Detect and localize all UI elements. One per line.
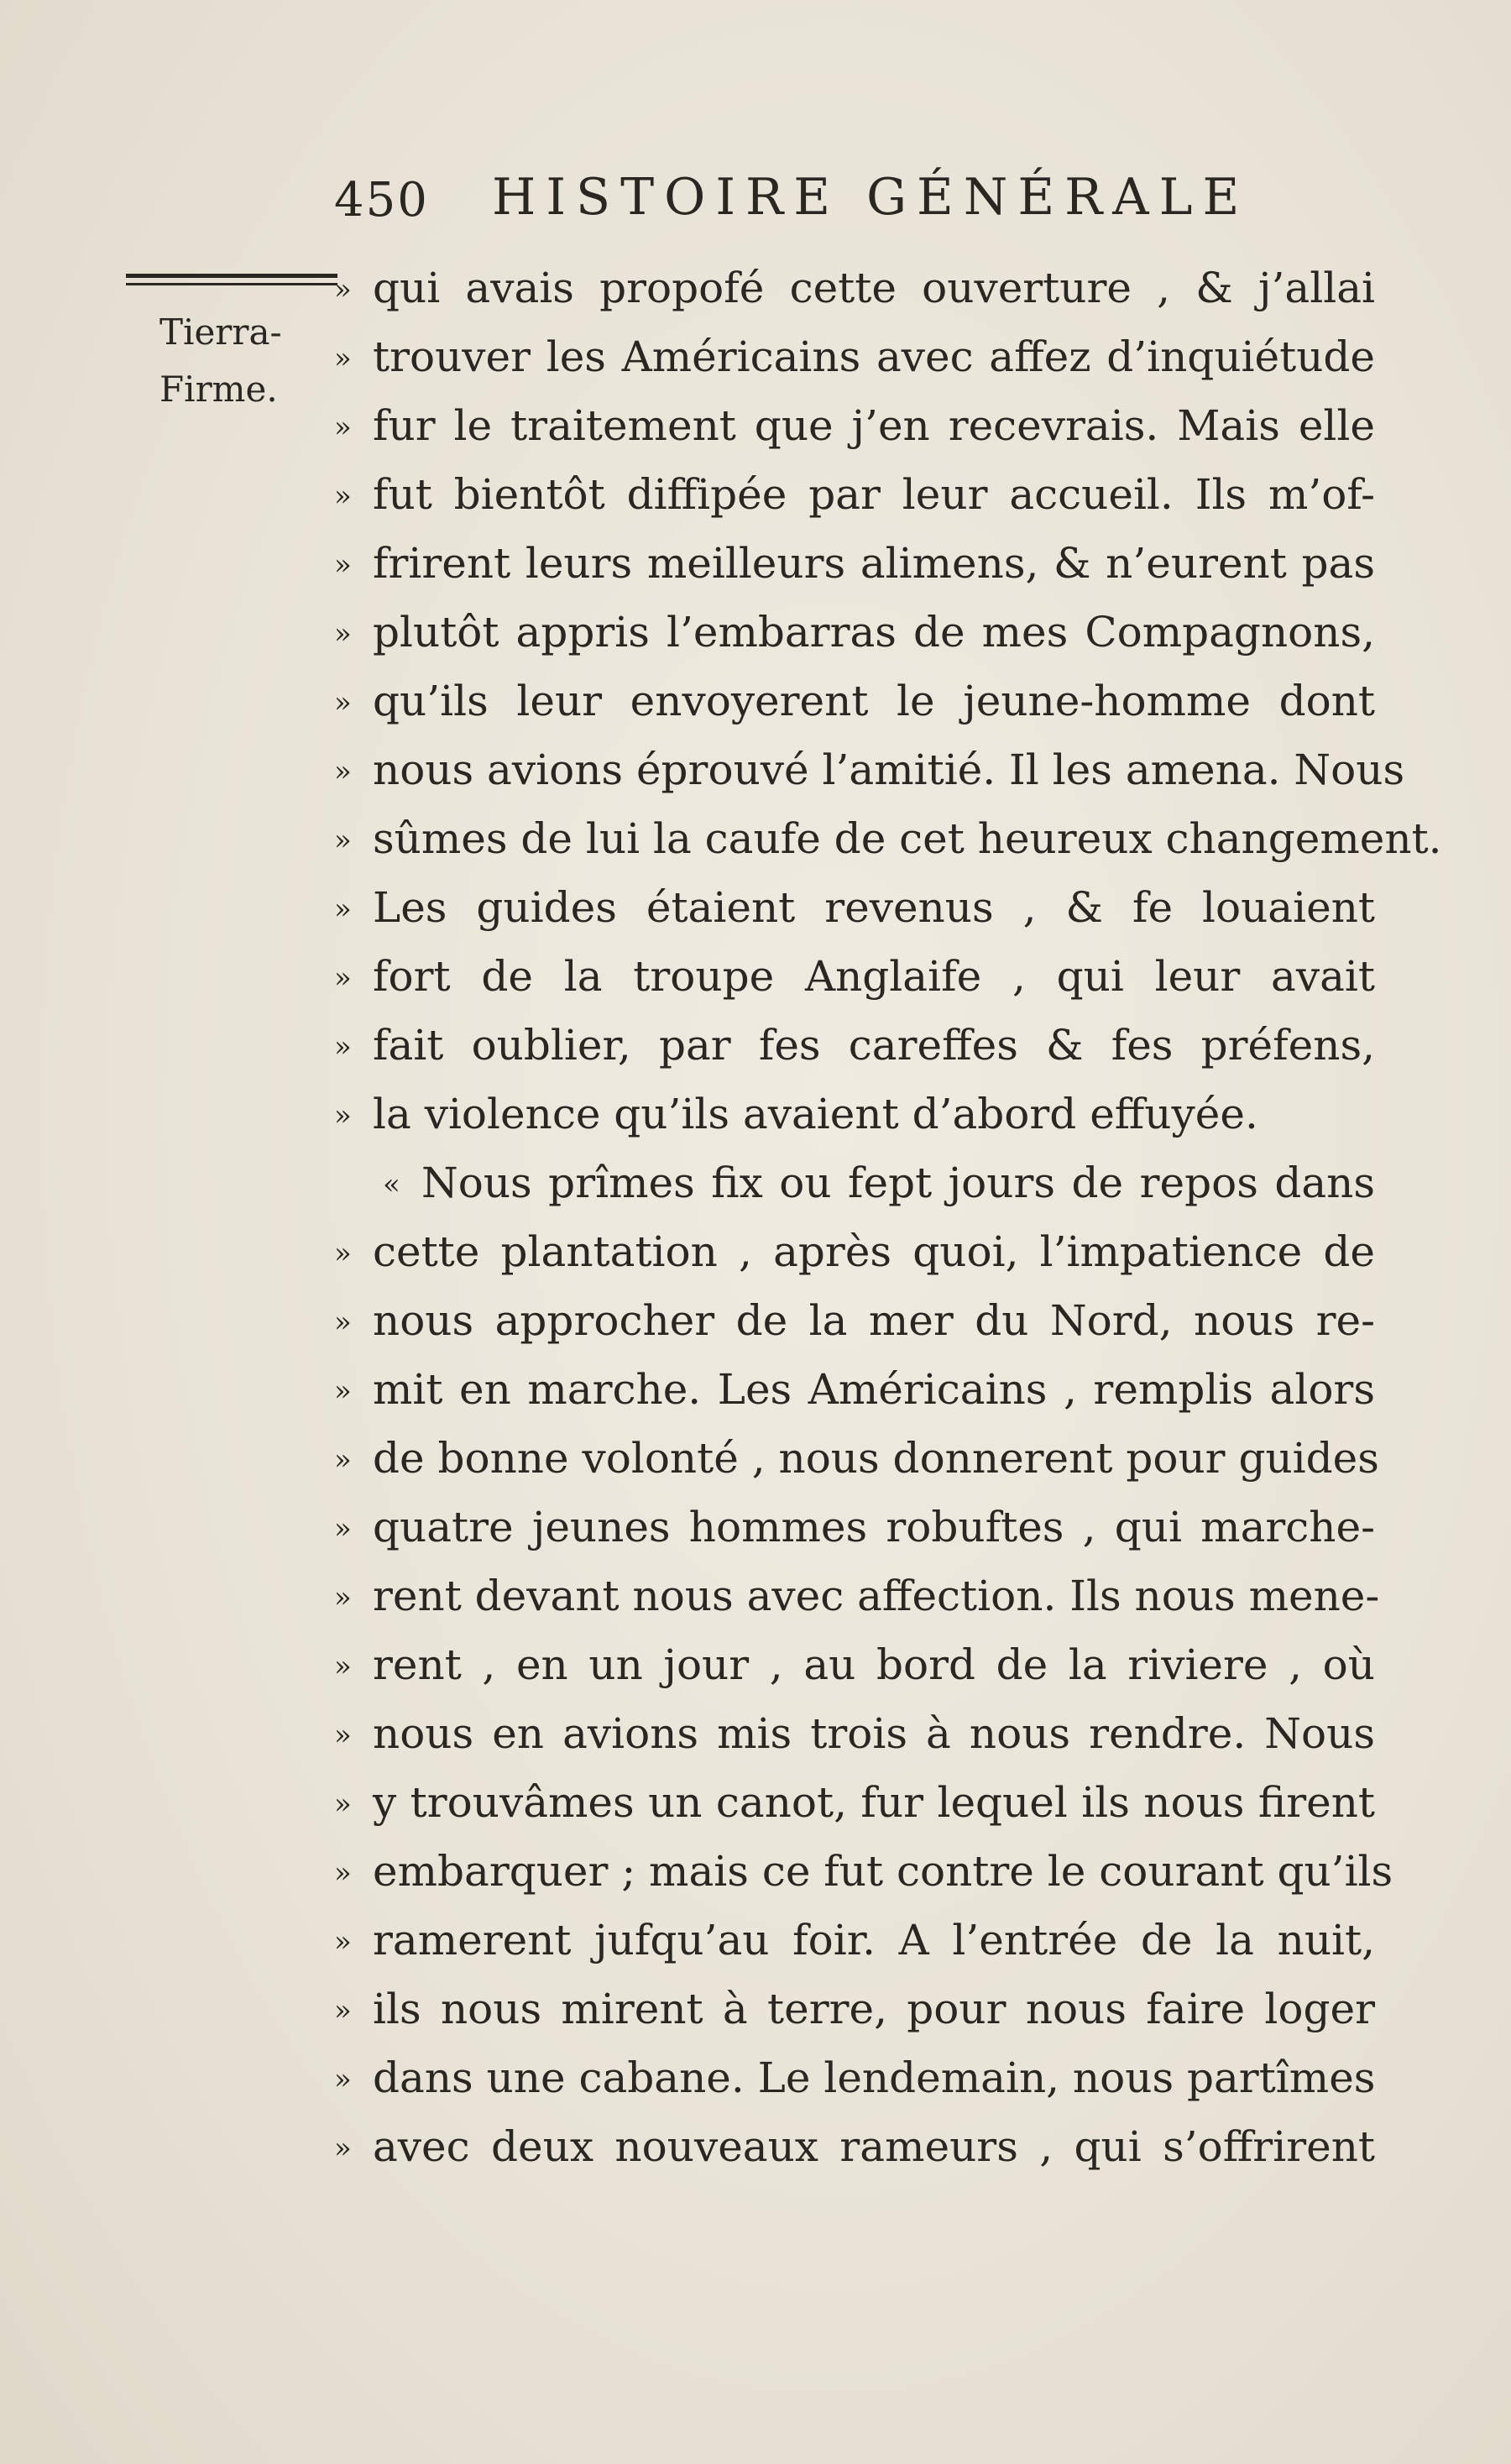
line-text: qui avais propofé cette ouverture , & j’allai [373,264,1375,312]
quote-mark: » [334,479,350,513]
line-text: fort de la troupe Anglaife , qui leur avait [373,952,1375,1001]
line-text: rent , en un jour , au bord de la riviere , où [373,1640,1375,1689]
line-text: rent devant nous avec affection. Ils nous mene- [373,1572,1380,1620]
line-text: sûmes de lui la caufe de cet heureux changement. [373,814,1442,863]
quote-mark: » [334,1719,350,1752]
text-line [334,460,1375,529]
body-text [334,254,1442,2181]
text-line [334,529,1375,598]
line-text: fut bientôt diffipée par leur accueil. Ils m’of- [373,470,1375,519]
line-text: ramerent jufqu’au foir. A l’entrée de la nuit, [373,1916,1375,1964]
quote-mark: » [334,1787,350,1821]
running-head: HISTOIRE GÉNÉRALE [492,168,1250,227]
quote-mark: » [334,273,350,306]
line-text: qu’ils leur envoyerent le jeune-homme dont [373,677,1375,725]
margin-rule [126,274,337,285]
text-line [334,1975,1375,2043]
text-line [334,942,1375,1011]
line-text: avec deux nouveaux rameurs , qui s’offrirent [373,2122,1375,2171]
text-line [334,804,1442,873]
line-text: Nous prîmes fix ou fept jours de repos dans [421,1159,1375,1207]
line-text: nous avions éprouvé l’amitié. Il les amena. Nous [373,745,1405,794]
quote-mark: » [334,961,350,995]
text-line [334,391,1375,460]
text-line [334,322,1375,391]
line-text: trouver les Américains avec affez d’inquiétude [373,332,1375,381]
quote-mark: » [334,1099,350,1133]
text-line [334,1424,1379,1493]
quote-mark: » [334,342,350,375]
text-line [334,1080,1375,1148]
line-text: ils nous mirent à terre, pour nous faire loger [373,1985,1375,2033]
text-line [334,667,1375,735]
quote-mark: » [334,1305,350,1339]
quote-mark: » [334,1374,350,1408]
text-line [334,2043,1375,2112]
text-line [334,1768,1375,1837]
text-line [334,1837,1393,1906]
line-text: la violence qu’ils avaient d’abord effuyée. [373,1090,1258,1138]
quote-mark: » [334,1237,350,1270]
quote-mark: » [334,2132,350,2165]
text-line [334,254,1375,322]
text-line [334,598,1375,667]
line-text: fur le traitement que j’en recevrais. Mais elle [373,401,1375,450]
line-text: nous en avions mis trois à nous rendre. Nous [373,1709,1375,1758]
margin-note-line: Firme. [159,369,278,410]
page-number: 450 [334,173,429,228]
line-text: plutôt appris l’embarras de mes Compagnons, [373,608,1375,657]
line-text: mit en marche. Les Américains , remplis alors [373,1365,1375,1414]
quote-mark: » [334,824,350,857]
text-line [334,1699,1375,1768]
line-text: embarquer ; mais ce fut contre le courant qu’ils [373,1847,1393,1896]
text-line [334,1493,1375,1562]
line-text: y trouvâmes un canot, fur lequel ils nous firent [373,1778,1375,1827]
text-line [334,1011,1375,1080]
line-text: Les guides étaient revenus , & fe louaient [373,883,1375,932]
quote-mark: « [383,1168,399,1201]
quote-mark: » [334,892,350,926]
text-line [334,1286,1375,1355]
text-line [334,1906,1375,1975]
quote-mark: » [334,1581,350,1614]
text-line [334,2112,1375,2181]
quote-mark: » [334,1994,350,2027]
line-text: dans une cabane. Le lendemain, nous partîmes [373,2053,1376,2102]
quote-mark: » [334,411,350,444]
text-line [334,735,1405,804]
line-text: frirent leurs meilleurs alimens, & n’eurent pas [373,539,1375,588]
line-text: quatre jeunes hommes robuftes , qui marche- [373,1503,1375,1551]
line-text: de bonne volonté , nous donnerent pour guides [373,1434,1379,1483]
quote-mark: » [334,1650,350,1683]
quote-mark: » [334,686,350,719]
text-line [334,1562,1380,1630]
text-line [334,1630,1375,1699]
margin-note [159,304,327,418]
text-line [334,1355,1375,1424]
line-text: nous approcher de la mer du Nord, nous re- [373,1296,1375,1345]
margin-note-line: Tierra- [159,311,282,353]
quote-mark: » [334,1856,350,1890]
quote-mark: » [334,2063,350,2096]
quote-mark: » [334,755,350,788]
quote-mark: » [334,548,350,582]
quote-mark: » [334,1030,350,1064]
line-text: cette plantation , après quoi, l’impatience de [373,1227,1375,1276]
text-line [334,873,1375,942]
quote-mark: » [334,1512,350,1546]
quote-mark: » [334,1925,350,1959]
text-line [334,1217,1375,1286]
quote-mark: » [334,617,350,651]
text-line [334,1148,1375,1217]
quote-mark: » [334,1443,350,1477]
page-header [334,165,1375,240]
line-text: fait oublier, par fes careffes & fes préfens, [373,1021,1375,1070]
